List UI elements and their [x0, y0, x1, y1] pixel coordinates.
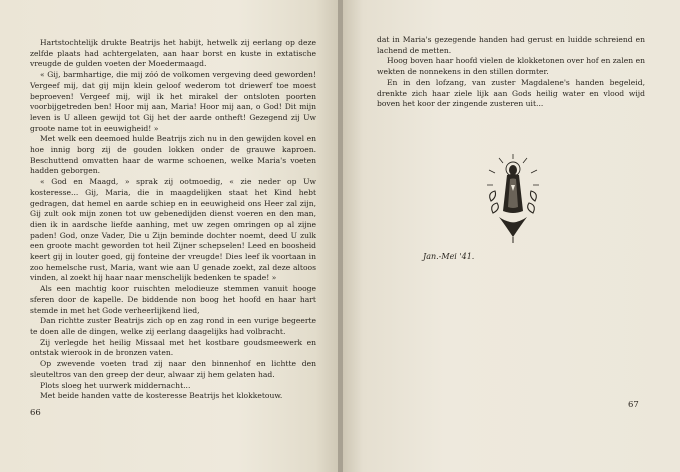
left_page-paragraph: « God en Maagd, » sprak zij ootmoedig, « zie neder op Uw kosteresse... Gij, Maria, die in maagdelijken staat het Kind hebt gedragen, dat hemel en aarde schiep en in eeuwigheid ons Heer zal zijn, Gij zult ook mijn zonen tot uw gebenedijden dienst voeren en den man, dien ik in aardsche liefde aanhing, met uw zegen omringen op al zijne paden! God, onze Vader, Die u Zijn beminde dochter noemt, deed U zulk een groote macht geworden tot heil Zijner schepselen! Leed en boosheid keert gij in louter goed, gij fonteine der vreugde! Dies leef ik voortaan in zoo hemelsche rust, Maria, want wie aan U genade zoekt, zal deze altoos vinden, al zoekt hij haar naar menschelijk bedenken te spade! »	[30, 177, 316, 283]
right-page-number: 67	[628, 400, 639, 410]
left-page	[0, 0, 339, 472]
date-line: Jan.-Mei '41.	[423, 252, 475, 261]
left-page-number: 66	[30, 408, 41, 418]
madonna-vignette-icon	[485, 153, 541, 245]
left-page-text	[30, 38, 316, 402]
right-page-text	[377, 35, 645, 110]
left_page-paragraph: Zij verlegde het heilig Missaal met het kostbare goudsmeewerk en ontstak wierook in de bronzen vaten.	[30, 337, 316, 358]
left_page-paragraph: Dan richtte zuster Beatrijs zich op en zag rond in een vurige begeerte te doen alle de dingen, welke zij eerlang daagelijks had volbracht.	[30, 316, 316, 336]
left_page-paragraph: Als een machtig koor ruischten melodieuze stemmen vanuit hooge sferen door de kapelle. De biddende non boog het hoofd en haar hart stemde in met het Gode verheerlijkend lied,	[30, 284, 316, 315]
left_page-paragraph: Met beide handen vatte de kosteresse Beatrijs het klokketouw.	[40, 391, 283, 401]
left_page-paragraph: Op zwevende voeten trad zij naar den binnenhof en lichtte den sleuteltros van den greep der deur, alwaar zij hem gelaten had.	[30, 359, 316, 379]
left_page-paragraph: Hartstochtelijk drukte Beatrijs het habijt, hetwelk zij eerlang op deze zelfde plaats had achtergelaten, aan haar borst en kuste in extatische vreugde de gulden voeten der Moedermaagd.	[30, 38, 316, 69]
left_page-paragraph: « Gij, barmhartige, die mij zóó de volkomen vergeving deed geworden! Vergeef mij, dat gij mijn klein geloof wederom tot driewerf toe moest beproeven! Vergeef mij, wijl ik het mirakel der ontsloten poorten voorbijgetreden ben! Hoor mij aan, Maria! Hoor mij aan, o God! Dit mijn leven is U alleen gewijd tot Gij het der aarde ontheft! Gezegend zij Uw groote name tot in eeuwigheid! »	[30, 70, 316, 133]
right-page	[343, 0, 680, 472]
right_page-paragraph: dat in Maria's gezegende handen had gerust en luidde schreiend en lachend de metten.	[377, 35, 645, 55]
left_page-paragraph: Plots sloeg het uurwerk middernacht...	[40, 380, 191, 390]
right_page-paragraph: En in den lofzang, van zuster Magdalene's handen begeleid, drenkte zich haar ziele lijk aan Gods heilig water en vlood wijd boven het koor der zingende zusteren uit...	[377, 77, 645, 109]
left_page-paragraph: Met welk een deemoed hulde Beatrijs zich nu in den gewijden kovel en hoe innig borg zij de gouden lokken onder de grauwe kaproen. Beschuttend omvatten haar de warme schoenen, welke Maria's voeten hadden geborgen.	[30, 134, 316, 176]
right_page-paragraph: Hoog boven haar hoofd vielen de klokketonen over hof en zalen en wekten de nonnekens in den stillen dormter.	[377, 56, 645, 77]
